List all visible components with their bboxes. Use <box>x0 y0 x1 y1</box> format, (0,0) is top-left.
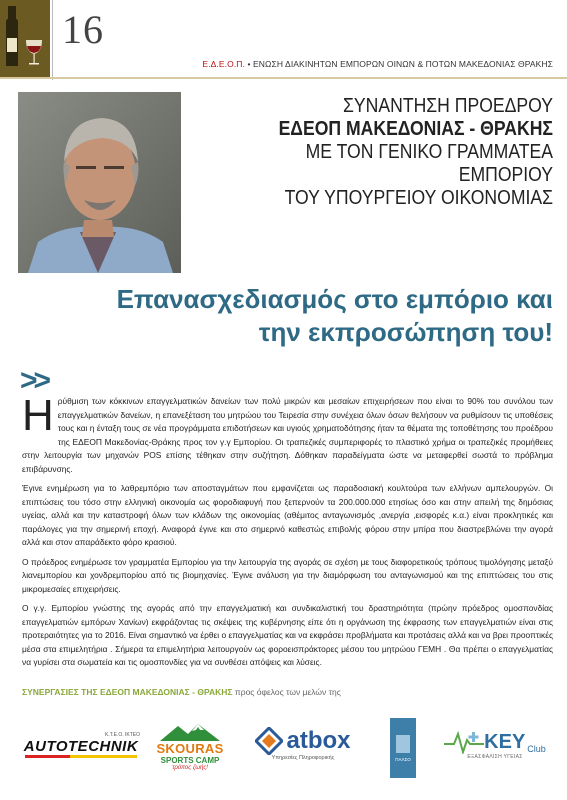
double-arrow-icon: >> <box>20 364 48 397</box>
headline-line-2: την εκπροσώπηση του! <box>258 317 553 347</box>
atbox-logo[interactable] <box>243 722 363 766</box>
skouras-tagline: τρόπος ζωής! <box>172 765 208 771</box>
palso-logo[interactable] <box>390 718 416 778</box>
sponsor-logos <box>0 706 567 786</box>
paragraph-4: Ο γ.γ. Εμπορίου γνώστης της αγοράς από την επαγγελματική και συνδικαλιστική του δραστηριότητα (πρώην πρόεδρος ομοσπονδίας επαγγελματιών εμπόρων Χανίων) εκφράζοντας τις σκέψεις της κυβέρνησης είπε ότι η οργάνωση της έκφρασης των επαγγελματιών είναι στις προτεραιότητες για το 2016. Είναι σημαντικό να έρθει ο επαγγελματίας και να εκφράσει προβλήματα και προτάσεις αλλά και να βρει προοπτικές μέσα στα επιμελητήρια . Σήμερα τα επιμελητήρια λειτουργούν ως φοροεισπράκτορες μέσου του μητρώου ΓΕΜΗ . Θα πρέπει ο επαγγελματίας να γυρίσει στα σωματεία και τις ομοσπονδίες για να συνθέσει απόψεις και λύσεις. <box>22 603 553 667</box>
header-organization <box>202 59 553 69</box>
title-line-3: ΜΕ ΤΟΝ ΓΕΝΙΚΟ ΓΡΑΜΜΑΤΕΑ <box>305 141 553 163</box>
header-rule <box>0 77 567 79</box>
article-body <box>22 391 553 676</box>
article-title <box>193 95 553 210</box>
org-abbreviation: Ε.Δ.Ε.Ο.Π. <box>202 59 245 69</box>
header-divider <box>52 0 53 80</box>
paragraph-3: Ο πρόεδρος ενημέρωσε τον γραμματέα Εμπορίου για την λειτουργία της αγοράς σε σχέση με τους διαφορετικούς τρόπους τιμολόγησης μεταξύ λιανεμπορίου και χονδρεμπορίου από τις βιομηχανίες. Έγινε ανάλυση για την διαμόρφωση του ανταγωνισμού και της επιπτώσεις του στις μικρομεσαίες επιχειρήσεις. <box>22 556 553 594</box>
paragraph-1 <box>22 391 553 476</box>
heartbeat-icon <box>444 730 484 754</box>
palso-mark <box>396 735 410 753</box>
paragraph-2: Έγινε ενημέρωση για το λαθρεμπόριο των αποσταγμάτων που εμφανίζεται ως παραδοσιακή κουλτούρα των ελλήνων αμπελουργών. Οι επιπτώσεις του τόσο στην ελληνική οικονομία ως φοροδιαφυγή που ξεπερνούν τα 200.000.000 ετησίως όσο και στην απειλή της δημόσιας υγείας, αλλά και την καταστροφή όλων των κλάδων της οικονομίας (αθέμιτος ανταγωνισμός ,ανεργία ,εισφορές κ.α.) είναι προκλητικές και παράλογες για την σημερινή εποχή. Αναφορά έγινε και στο σημερινό καθεστώς επιβολής φόρου στην μπίρα που διαστρεβλώνει την αγορά αλλά και στον απαράδεκτο φόρο κρασιού. <box>22 483 553 547</box>
palso-name: ΠΑΛΣΟ <box>395 756 411 762</box>
sponsors-label-rest: προς όφελος των μελών της <box>234 687 341 697</box>
diamond-icon <box>255 727 283 755</box>
dropcap: Η <box>22 391 54 440</box>
title-line-5: ΤΟΥ ΥΠΟΥΡΓΕΙΟΥ ΟΙΚΟΝΟΜΙΑΣ <box>284 187 553 209</box>
wine-logo <box>0 0 50 77</box>
title-line-2: ΕΔΕΟΠ ΜΑΚΕΔΟΝΙΑΣ - ΘΡΑΚΗΣ <box>278 118 553 140</box>
paragraph-1-text: ρύθμιση των κόκκινων επαγγελματικών δανείων των πολύ μικρών και μεσαίων επιχειρήσεων που είναι το 90% του συνόλου των επαγγελματικών δανείων, η επανεξέταση του μητρώου του Τειρεσία στην συνέχεια όλων όσων θελήσουν να ρυθμίσουν τις υποθέσεις τους και η ένταξη τους σε νέα προγράμματα επιδοτήσεων και υγιούς χρηματοδότησης ήταν τα θέματα της τοποθέτησης του προέδρου της ΕΔΕΟΠ Μακεδονίας-Θράκης προς τον γ.γ Εμπορίου. Οι τραπεζικές συμπεριφορές τo πλαστικό χρήμα οι τραπεζικές προμήθειες στην λειτουργία των μηχανών POS επίσης τέθηκαν στην συζήτηση. Δόθηκαν παραδείγματα ώστε να μεταφερθεί σωστά το πρόβλημα επιβάρυνσης. <box>22 396 553 474</box>
club-name: Club <box>527 744 546 754</box>
sponsors-label-bold: ΣΥΝΕΡΓΑΣΙΕΣ ΤΗΣ ΕΔΕΟΠ ΜΑΚΕΔΟΝΙΑΣ - ΘΡΑΚΗΣ <box>22 687 233 697</box>
title-line-4: ΕΜΠΟΡΙΟΥ <box>458 164 553 186</box>
skouras-subtitle: SPORTS CAMP <box>160 756 220 765</box>
autotechnik-logo[interactable] <box>22 728 140 762</box>
headline-line-1: Επανασχεδιασμός στο εμπόριο και <box>116 284 553 314</box>
key-tagline: ΕΞΑΣΦΑΛΙΣΗ ΥΓΕΙΑΣ <box>467 754 523 760</box>
skouras-logo[interactable] <box>153 712 227 782</box>
article-headline <box>100 283 553 349</box>
mountain-icon <box>160 723 220 741</box>
sponsors-label <box>22 687 341 697</box>
key-club-logo[interactable] <box>440 722 550 768</box>
autotechnik-small: Κ.Τ.Ε.Ο. ΙΚΤΕΟ <box>104 732 140 738</box>
page-number: 16 <box>62 7 104 52</box>
key-name: KEY <box>484 730 526 753</box>
wine-bottle-glass-icon <box>0 0 50 77</box>
title-line-1: ΣΥΝΑΝΤΗΣΗ ΠΡΟΕΔΡΟΥ <box>343 95 553 117</box>
autotechnik-stripe <box>25 755 137 758</box>
org-full-name: • ΕΝΩΣΗ ΔΙΑΚΙΝΗΤΩΝ ΕΜΠΟΡΩΝ ΟΙΝΩΝ & ΠΟΤΩΝ ΜΑΚΕΔΟΝΙΑΣ ΘΡΑΚΗΣ <box>247 59 553 69</box>
autotechnik-name: AUTOTECHNIK <box>23 738 139 755</box>
atbox-name: atbox <box>286 727 351 754</box>
atbox-tagline: Υπηρεσίες Πληροφορικής <box>271 755 335 761</box>
skouras-name: SKOURAS <box>156 741 224 756</box>
portrait-photo <box>18 92 181 273</box>
